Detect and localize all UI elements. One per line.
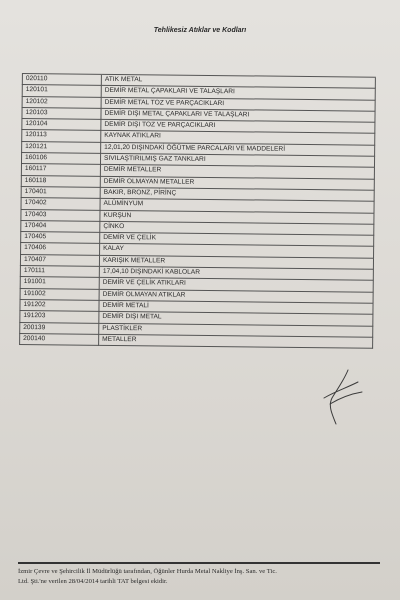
waste-code-cell: 120104	[22, 119, 101, 131]
waste-description-cell: 17,04,10 DIŞINDAKİ KABLOLAR	[99, 266, 373, 280]
waste-description-cell: DEMİR METALİ	[99, 300, 373, 314]
waste-description-cell: KURŞUN	[100, 210, 374, 224]
waste-code-cell: 120121	[22, 141, 101, 153]
waste-code-cell: 170407	[20, 254, 99, 266]
waste-codes-table	[19, 67, 376, 349]
waste-code-cell: 160106	[21, 153, 100, 165]
waste-code-cell: 160118	[21, 175, 100, 187]
waste-description-cell: SIVILAŞTIRILMIŞ GAZ TANKLARI	[100, 153, 374, 167]
footer-rule	[18, 562, 380, 564]
waste-code-cell: 191203	[20, 311, 99, 323]
waste-code-cell: 170405	[21, 232, 100, 244]
waste-code-cell: 120101	[22, 85, 101, 97]
waste-description-cell: ALÜMİNYUM	[100, 199, 374, 213]
waste-code-cell: 020110	[22, 74, 101, 86]
waste-description-cell: ATIK METAL	[101, 74, 375, 88]
waste-description-cell: ÇİNKO	[100, 221, 374, 235]
waste-description-cell: DEMİR DIŞI METAL ÇAPAKLARI VE TALAŞLARI	[101, 108, 375, 122]
waste-code-cell: 120103	[22, 107, 101, 119]
waste-description-cell: DEMİR METALLER	[100, 165, 374, 179]
waste-code-cell: 170401	[21, 186, 100, 198]
waste-description-cell: 12,01,20 DIŞINDAKİ ÖĞÜTME PARCALARI VE MADDELERİ	[101, 142, 375, 156]
waste-description-cell: METALLER	[99, 334, 373, 348]
waste-code-cell: 160117	[21, 164, 100, 176]
signature-mark	[318, 368, 366, 428]
waste-codes-table-body	[20, 67, 376, 348]
waste-description-cell: PLASTİKLER	[99, 323, 373, 337]
waste-description-cell: DEMİR DIŞI METAL	[99, 312, 373, 326]
waste-description-cell: KALAY	[100, 244, 374, 258]
waste-description-cell: DEMİR DIŞI TOZ VE PARÇACIKLARI	[101, 120, 375, 134]
waste-code-cell: 200140	[20, 333, 99, 345]
waste-code-cell: 170111	[20, 266, 99, 278]
footer-note	[18, 567, 384, 587]
page-title: Tehlikesiz Atıklar ve Kodları	[153, 27, 247, 34]
waste-description-cell: DEMİR OLMAYAN ATIKLAR	[99, 289, 373, 303]
waste-code-cell: 170402	[21, 198, 100, 210]
waste-description-cell: KAYNAK ATIKLARI	[101, 131, 375, 145]
waste-code-cell: 200139	[20, 322, 99, 334]
waste-description-cell: DEMİR OLMAYAN METALLER	[100, 176, 374, 190]
waste-code-cell: 191002	[20, 288, 99, 300]
footer-line-2: Ltd. Şti.'ne verilen 28/04/2014 tarihli TAT belgesi ekidir.	[18, 578, 168, 585]
waste-description-cell: DEMİR VE ÇELİK	[100, 232, 374, 246]
waste-description-cell: DEMİR METAL TOZ VE PARÇACIKLARI	[101, 97, 375, 111]
waste-code-cell: 191202	[20, 299, 99, 311]
waste-code-cell: 120113	[22, 130, 101, 142]
waste-code-cell: 170404	[21, 220, 100, 232]
footer-line-1: İzmir Çevre ve Şehircilik İl Müdürlüğü tarafından, Öğünler Hurda Metal Nakliye İnş. San. ve Tic.	[18, 568, 277, 575]
waste-description-cell: BAKIR, BRONZ, PİRİNÇ	[100, 187, 374, 201]
waste-code-cell: 170406	[21, 243, 100, 255]
waste-code-cell: 170403	[21, 209, 100, 221]
waste-description-cell: KARIŞIK METALLER	[99, 255, 373, 269]
waste-description-cell: DEMİR VE ÇELİK ATIKLARI	[99, 278, 373, 292]
waste-code-cell: 120102	[22, 96, 101, 108]
waste-code-cell: 191001	[20, 277, 99, 289]
waste-description-cell: DEMİR METAL ÇAPAKLARI VE TALAŞLARI	[101, 86, 375, 100]
